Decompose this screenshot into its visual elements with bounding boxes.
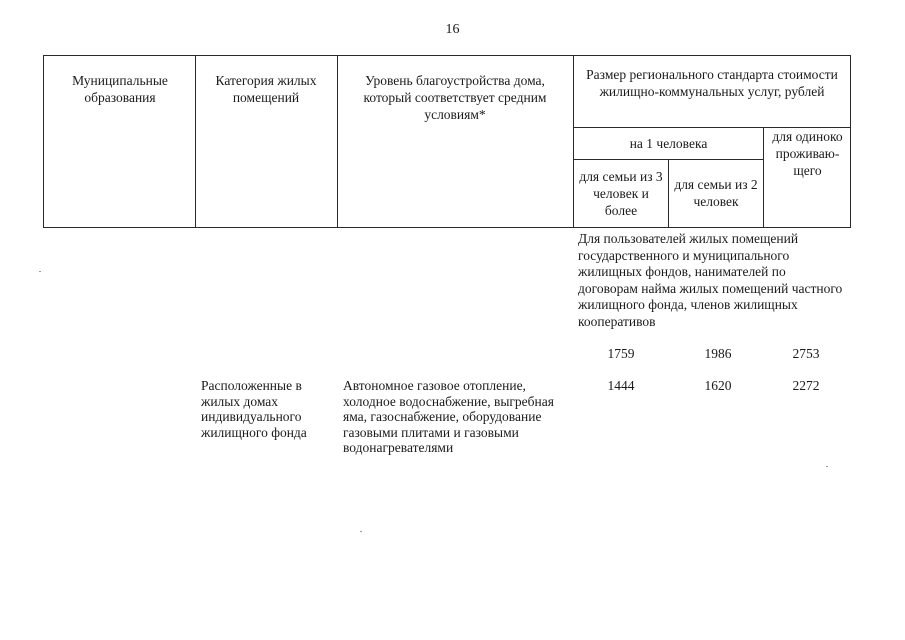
value-single: 2753 [792,346,820,361]
scan-speck [360,531,362,532]
value-family2: 1620 [704,378,732,393]
value-single: 2272 [792,378,820,393]
header-single: для одиноко проживаю-щего [772,129,843,178]
section-note: Для пользователей жилых помещений государственного и муниципального жилищных фондов, нанимателей по договорам найма жилых помещений частного жилищного фонда, членов жилищных кооперативов [578,231,843,329]
header-category: Категория жилых помещений [215,73,317,105]
header-family2: для семьи из 2 человек [674,177,758,209]
header-standard-group: Размер регионального стандарта стоимости жилищно-коммунальных услуг, рублей [586,67,838,99]
row-amenities: Автономное газовое отопление, холодное водоснабжение, выгребная яма, газоснабжение, оборудование газовыми плитами и газовыми водонагревателями [343,378,554,455]
scan-speck [826,466,828,467]
value-family3: 1759 [607,346,635,361]
value-family3: 1444 [607,378,635,393]
value-family2: 1986 [704,346,732,361]
header-per-person: на 1 человека [629,136,708,151]
header-amenities: Уровень благоустройства дома, который соответствует средним условиям* [363,73,547,122]
header-municipalities: Муниципальные образования [72,73,168,105]
page-number: 16 [445,22,460,37]
scan-speck [39,271,41,272]
row-category: Расположенные в жилых домах индивидуального жилищного фонда [201,378,307,440]
header-family3: для семьи из 3 человек и более [579,169,663,218]
